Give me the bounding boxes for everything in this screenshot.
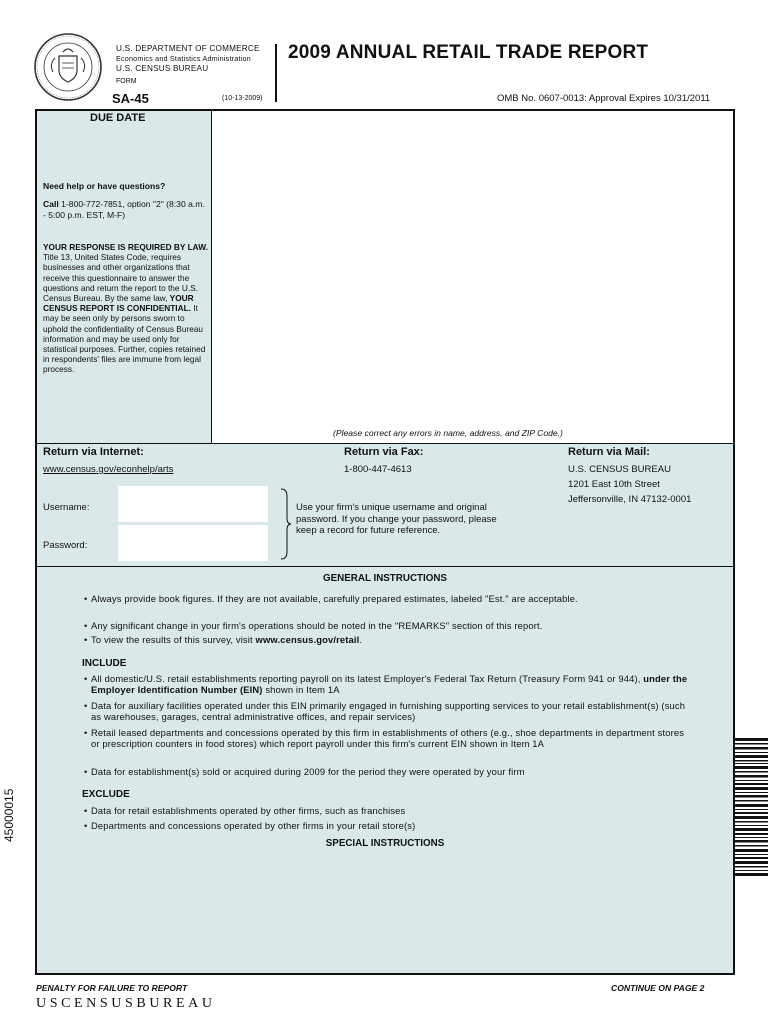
username-label: Username:	[43, 502, 90, 513]
response-required: YOUR RESPONSE IS REQUIRED BY LAW.	[43, 242, 208, 252]
legal-text-2: It may be seen only by persons sworn to uphold the confidentiality of Census Bureau information and may be used only for statistical purposes. Further, copies retained in respondents' files are immune from legal process.	[43, 303, 206, 375]
report-title: 2009 ANNUAL RETAIL TRADE REPORT	[288, 42, 649, 63]
general-instructions-heading: GENERAL INSTRUCTIONS	[323, 573, 447, 584]
username-field[interactable]	[118, 486, 268, 522]
commerce-seal-icon	[33, 32, 103, 102]
agency-administration: Economics and Statistics Administration	[116, 54, 251, 63]
help-title: Need help or have questions?	[43, 181, 166, 191]
list-item: • Any significant change in your firm's operations should be noted in the "REMARKS" section of this report.	[84, 620, 543, 631]
internet-heading: Return via Internet:	[43, 446, 144, 458]
address-correction-note: (Please correct any errors in name, address, and ZIP Code.)	[333, 428, 563, 438]
continue-notice: CONTINUE ON PAGE 2	[611, 983, 705, 993]
mail-line-1: U.S. CENSUS BUREAU	[568, 464, 671, 475]
revision-date: (10-13-2009)	[222, 95, 263, 102]
legal-notice	[43, 242, 209, 375]
credentials-note: Use your firm's unique username and original password. If you change your password, please keep a record for future reference.	[296, 502, 497, 536]
list-item: • Departments and concessions operated by other firms in your retail store(s)	[84, 820, 416, 831]
list-item: • Data for establishment(s) sold or acquired during 2009 for the period they were operated by your firm	[84, 766, 525, 777]
help-phone	[43, 199, 208, 220]
brace-icon	[279, 488, 291, 560]
confidential-notice: YOUR CENSUS REPORT IS CONFIDENTIAL.	[43, 293, 194, 314]
mail-line-2: 1201 East 10th Street	[568, 479, 660, 490]
mail-heading: Return via Mail:	[568, 446, 650, 458]
list-item: • Data for auxiliary facilities operated under this EIN primarily engaged in furnishing supporting services to your retail establishment(s) (such as warehouses, garages, central administrative offices, and repair services)	[84, 700, 686, 723]
call-details: 1-800-772-7851, option "2" (8:30 a.m. - 5:00 p.m. EST, M-F)	[43, 199, 205, 220]
fax-heading: Return via Fax:	[344, 446, 424, 458]
due-date-label: DUE DATE	[90, 112, 146, 124]
exclude-heading: EXCLUDE	[82, 789, 130, 800]
agency-department: U.S. DEPARTMENT OF COMMERCE	[116, 44, 260, 53]
agency-bureau: U.S. CENSUS BUREAU	[116, 64, 209, 73]
mail-line-3: Jeffersonville, IN 47132-0001	[568, 494, 692, 505]
side-form-number: 45000015	[2, 788, 16, 842]
penalty-notice: PENALTY FOR FAILURE TO REPORT	[36, 983, 188, 993]
agency-block	[116, 44, 260, 74]
barcode-icon	[735, 738, 768, 878]
census-bureau-wordmark: USCENSUSBUREAU	[36, 996, 216, 1011]
password-field[interactable]	[118, 525, 268, 561]
special-instructions-heading: SPECIAL INSTRUCTIONS	[325, 838, 445, 849]
list-item: • All domestic/U.S. retail establishments reporting payroll on its latest Employer's Federal Tax Return (Treasury Form 941 or 944), under the Employer Identification Number (EIN) shown in Item 1A	[84, 673, 688, 696]
legal-text-1: Title 13, United States Code, requires businesses and other organizations that receive this questionnaire to answer the questions and return the report to the U.S. Census Bureau. By the same law,	[43, 252, 198, 304]
header-divider	[275, 44, 277, 102]
fax-number: 1-800-447-4613	[344, 464, 412, 475]
internet-url-link[interactable]: www.census.gov/econhelp/arts	[43, 464, 174, 475]
form-number: SA-45	[112, 91, 149, 106]
list-item: • Data for retail establishments operated by other firms, such as franchises	[84, 805, 406, 816]
results-url: www.census.gov/retail	[255, 634, 360, 645]
call-label: Call	[43, 199, 59, 209]
list-item: • Always provide book figures. If they are not available, carefully prepared estimates, labeled "Est." are acceptable.	[84, 593, 578, 604]
list-item: • To view the results of this survey, visit www.census.gov/retail.	[84, 634, 363, 645]
list-item: • Retail leased departments and concessions operated by this firm in establishments of others (e.g., shoe departments in department stores or prescription counters in food stores) which report payroll under this firm's current EIN shown in Item 1A	[84, 727, 685, 750]
omb-approval: OMB No. 0607-0013: Approval Expires 10/31/2011	[497, 93, 711, 104]
form-label: FORM	[116, 78, 137, 85]
password-label: Password:	[43, 540, 88, 551]
include-heading: INCLUDE	[82, 658, 127, 669]
